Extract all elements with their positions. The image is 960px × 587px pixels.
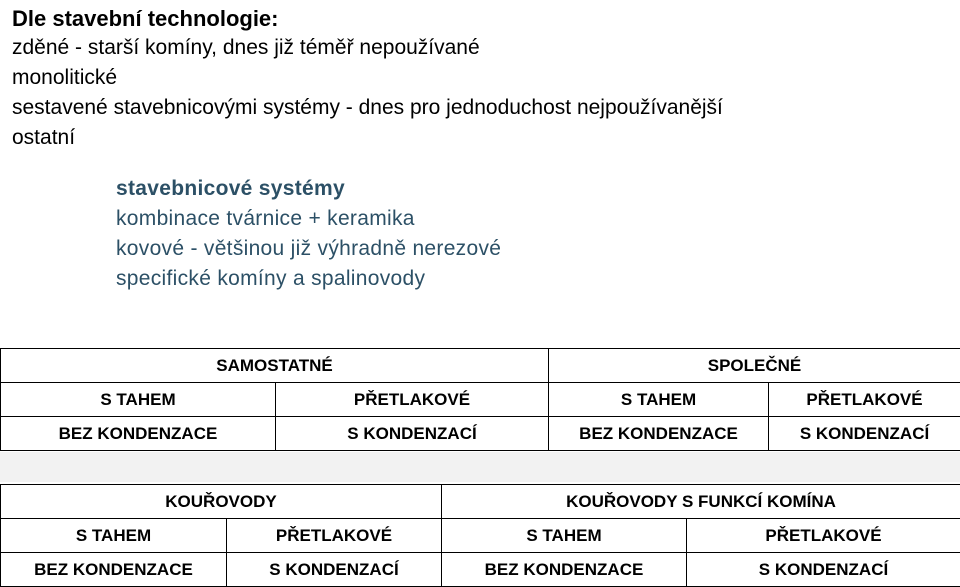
chimney-type-table bbox=[0, 348, 960, 451]
table-cell: BEZ KONDENZACE bbox=[1, 417, 276, 451]
table-cell: S KONDENZACÍ bbox=[276, 417, 549, 451]
modular-systems-list bbox=[116, 174, 501, 294]
table-cell: S KONDENZACÍ bbox=[687, 553, 960, 587]
table-cell: S KONDENZACÍ bbox=[769, 417, 960, 451]
table-cell: S TAHEM bbox=[442, 519, 687, 553]
table-row bbox=[1, 519, 960, 553]
table-cell: PŘETLAKOVÉ bbox=[276, 383, 549, 417]
list-item-assembled: sestavené stavebnicovými systémy - dnes pro jednoduchost nejpoužívanější bbox=[12, 96, 723, 119]
table-cell: S TAHEM bbox=[1, 383, 276, 417]
table-row bbox=[1, 383, 960, 417]
table-row bbox=[1, 417, 960, 451]
header-cell-flue-pipes: KOUŘOVODY bbox=[1, 485, 442, 519]
table-row bbox=[1, 485, 960, 519]
sub-item-metal: kovové - většinou již výhradně nerezové bbox=[116, 237, 502, 260]
header-cell-flue-pipes-chimney: KOUŘOVODY S FUNKCÍ KOMÍNA bbox=[442, 485, 960, 519]
table-row bbox=[1, 553, 960, 587]
sub-item-specific: specifické komíny a spalinovody bbox=[116, 267, 426, 290]
list-item-other: ostatní bbox=[12, 126, 76, 149]
table-cell: S TAHEM bbox=[549, 383, 769, 417]
sub-item-combination: kombinace tvárnice + keramika bbox=[116, 207, 415, 230]
table-cell: PŘETLAKOVÉ bbox=[227, 519, 442, 553]
sub-heading: stavebnicové systémy bbox=[116, 177, 345, 200]
table-cell: BEZ KONDENZACE bbox=[442, 553, 687, 587]
table-cell: S TAHEM bbox=[1, 519, 227, 553]
flue-pipe-table bbox=[0, 484, 960, 587]
separator-band bbox=[0, 452, 960, 482]
table-cell: BEZ KONDENZACE bbox=[1, 553, 227, 587]
header-cell-shared: SPOLEČNÉ bbox=[549, 349, 960, 383]
header-cell-standalone: SAMOSTATNÉ bbox=[1, 349, 549, 383]
table-cell: PŘETLAKOVÉ bbox=[687, 519, 960, 553]
table-cell: BEZ KONDENZACE bbox=[549, 417, 769, 451]
table-cell: S KONDENZACÍ bbox=[227, 553, 442, 587]
list-item-monolithic: monolitické bbox=[12, 66, 118, 89]
section-heading: Dle stavební technologie: bbox=[12, 6, 279, 31]
table-cell: PŘETLAKOVÉ bbox=[769, 383, 960, 417]
technology-list bbox=[12, 4, 723, 153]
table-row bbox=[1, 349, 960, 383]
list-item-masonry: zděné - starší komíny, dnes již téměř nepoužívané bbox=[12, 36, 480, 59]
